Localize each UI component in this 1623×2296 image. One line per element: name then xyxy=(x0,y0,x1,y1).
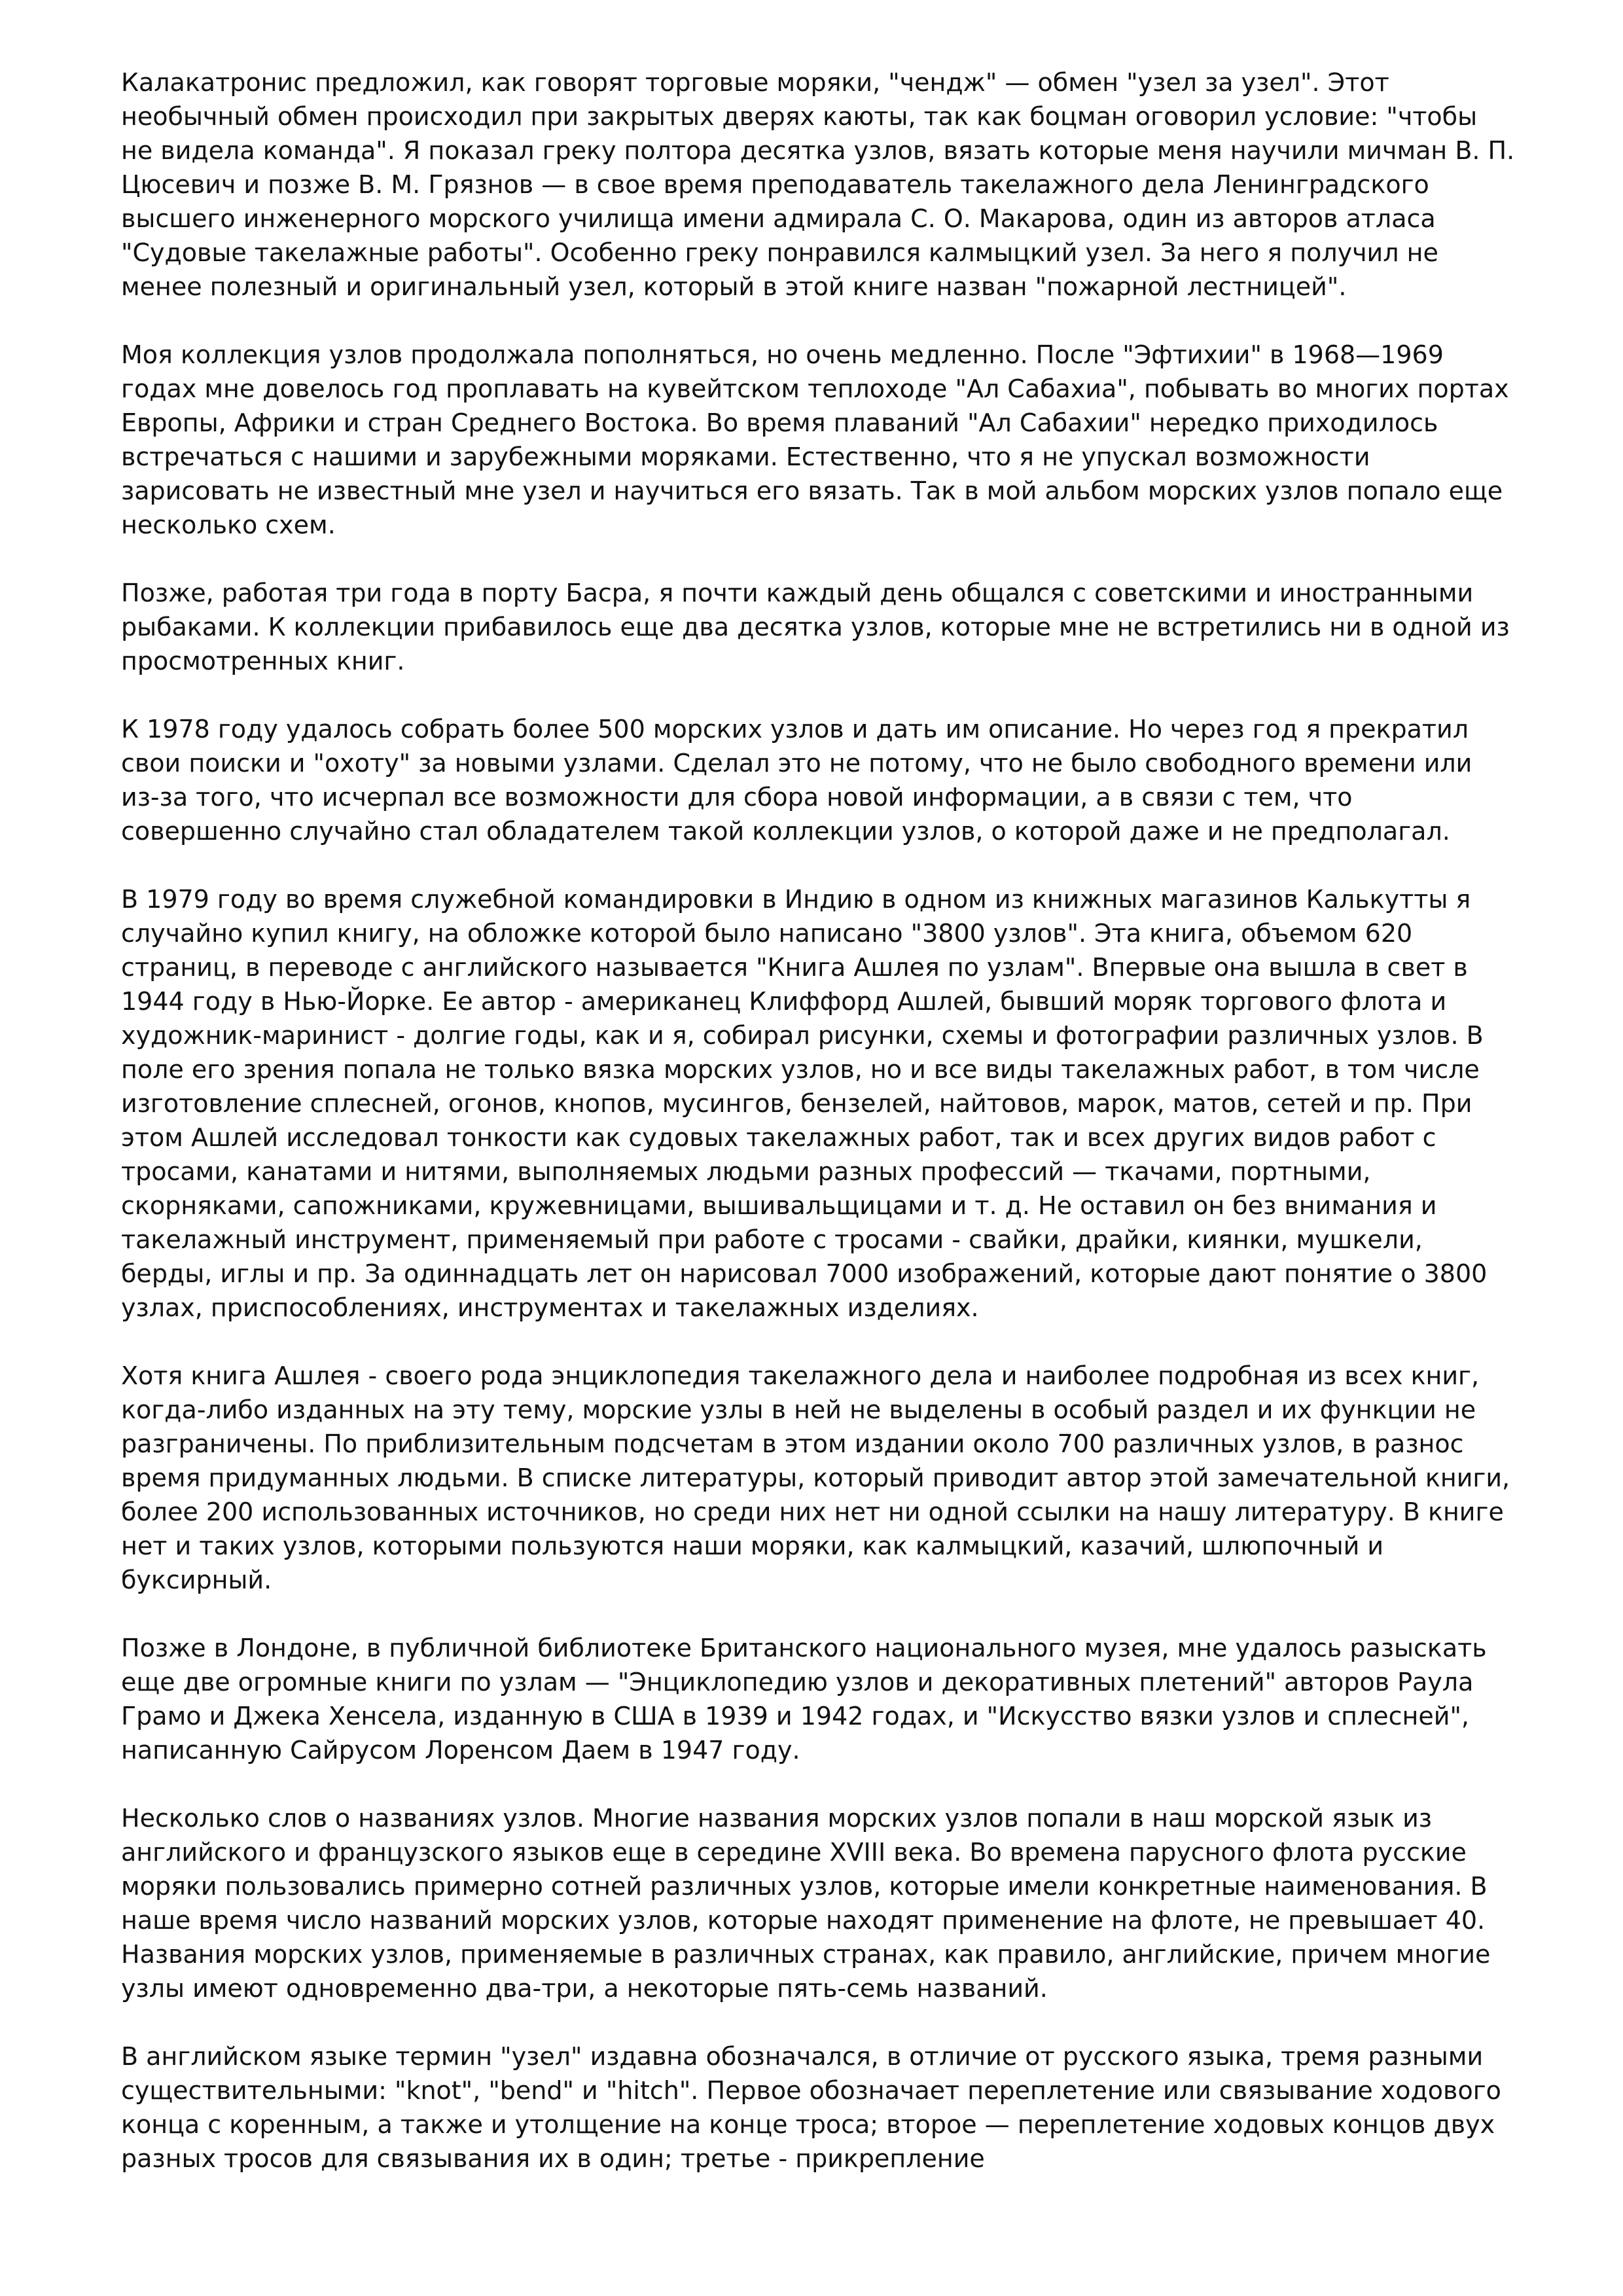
paragraph-ashley-book: В 1979 году во время служебной командировки в Индию в одном из книжных магазинов Калькутты я случайно купил книгу, на обложке которой было написано "3800 узлов". Эта книга, объемом 620 страниц, в переводе с английского называется "Книга Ашлея по узлам". Впервые она вышла в свет в 1944 году в Нью-Йорке. Ее автор - американец Клиффорд Ашлей, бывший моряк торгового флота и художник-маринист - долгие годы, как и я, собирал рисунки, схемы и фотографии различных узлов. В поле его зрения попала не только вязка морских узлов, но и все виды такелажных работ, в том числе изготовление сплесней, огонов, кнопов, мусингов, бензелей, найтовов, марок, матов, сетей и пр. При этом Ашлей исследовал тонкости как судовых такелажных работ, так и всех других видов работ с тросами, канатами и нитями, выполняемых людьми разных профессий — ткачами, портными, скорняками, сапожниками, кружевницами, вышивальщицами и т. д. Не оставил он без внимания и такелажный инструмент, применяемый при работе с тросами - свайки, драйки, киянки, мушкели, берды, иглы и пр. За одиннадцать лет он нарисовал 7000 изображений, которые дают понятие о 3800 узлах, приспособлениях, инструментах и такелажных изделиях. xyxy=(121,885,1488,1322)
paragraph-collection-growth: Моя коллекция узлов продолжала пополняться, но очень медленно. После "Эфтихии" в 1968—1969 годах мне довелось год проплавать на кувейтском теплоходе "Ал Сабахиа", побывать во многих портах Европы, Африки и стран Среднего Востока. Во время плаваний "Ал Сабахии" нередко приходилось встречаться с нашими и зарубежными моряками. Естественно, что я не упускал возможности зарисовать не известный мне узел и научиться его вязать. Так в мой альбом морских узлов попало еще несколько схем. xyxy=(121,340,1509,539)
paragraph-basra-port: Позже, работая три года в порту Басра, я почти каждый день общался с советскими и иностранными рыбаками. К коллекции прибавилось еще два десятка узлов, которые мне не встретились ни в одной из просмотренных книг. xyxy=(121,579,1510,675)
paragraph-ashley-encyclopedia: Хотя книга Ашлея - своего рода энциклопедия такелажного дела и наиболее подробная из всех книг, когда-либо изданных на эту тему, морские узлы в ней не выделены в особый раздел и их функции не разграничены. По приблизительным подсчетам в этом издании около 700 различных узлов, в разнос время придуманных людьми. В списке литературы, который приводит автор этой замечательной книги, более 200 использованных источников, но среди них нет ни одной ссылки на нашу литературу. В книге нет и таких узлов, которыми пользуются наши моряки, как калмыцкий, казачий, шлюпочный и буксирный. xyxy=(121,1361,1510,1594)
paragraph-1978-collection: К 1978 году удалось собрать более 500 морских узлов и дать им описание. Но через год я прекратил свои поиски и "охоту" за новыми узлами. Сделал это не потому, что не было свободного времени или из-за того, что исчерпал все возможности для сбора новой информации, а в связи с тем, что совершенно случайно стал обладателем такой коллекции узлов, о которой даже и не предполагал. xyxy=(121,715,1472,846)
document-page xyxy=(121,65,1515,2176)
paragraph-knot-exchange: Калакатронис предложил, как говорят торговые моряки, "чендж" — обмен "узел за узел". Этот необычный обмен происходил при закрытых дверях каюты, так как боцман оговорил условие: "чтобы не видела команда". Я показал греку полтора десятка узлов, вязать которые меня научили мичман В. П. Цюсевич и позже В. М. Грязнов — в свое время преподаватель такелажного дела Ленинградского высшего инженерного морского училища имени адмирала С. О. Макарова, один из авторов атласа "Судовые такелажные работы". Особенно греку понравился калмыцкий узел. За него я получил не менее полезный и оригинальный узел, который в этой книге назван "пожарной лестницей". xyxy=(121,68,1515,301)
paragraph-london-library: Позже в Лондоне, в публичной библиотеке Британского национального музея, мне удалось разыскать еще две огромные книги по узлам — "Энциклопедию узлов и декоративных плетений" авторов Раула Грамо и Джека Хенсела, изданную в США в 1939 и 1942 годах, и "Искусство вязки узлов и сплесней", написанную Сайрусом Лоренсом Даем в 1947 году. xyxy=(121,1634,1487,1765)
paragraph-english-terms: В английском языке термин "узел" издавна обозначался, в отличие от русского языка, тремя разными существительными: "knot", "bend" и "hitch". Первое обозначает переплетение или связывание ходового конца с коренным, а также и утолщение на конце троса; второе — переплетение ходовых концов двух разных тросов для связывания их в один; третье - прикрепление xyxy=(121,2042,1501,2173)
paragraph-knot-names: Несколько слов о названиях узлов. Многие названия морских узлов попали в наш морской язык из английского и французского языков еще в середине XVIII века. Во времена парусного флота русские моряки пользовались примерно сотней различных узлов, которые имели конкретные наименования. В наше время число названий морских узлов, которые находят применение на флоте, не превышает 40. Названия морских узлов, применяемые в различных странах, как правило, английские, причем многие узлы имеют одновременно два-три, а некоторые пять-семь названий. xyxy=(121,1804,1491,2003)
